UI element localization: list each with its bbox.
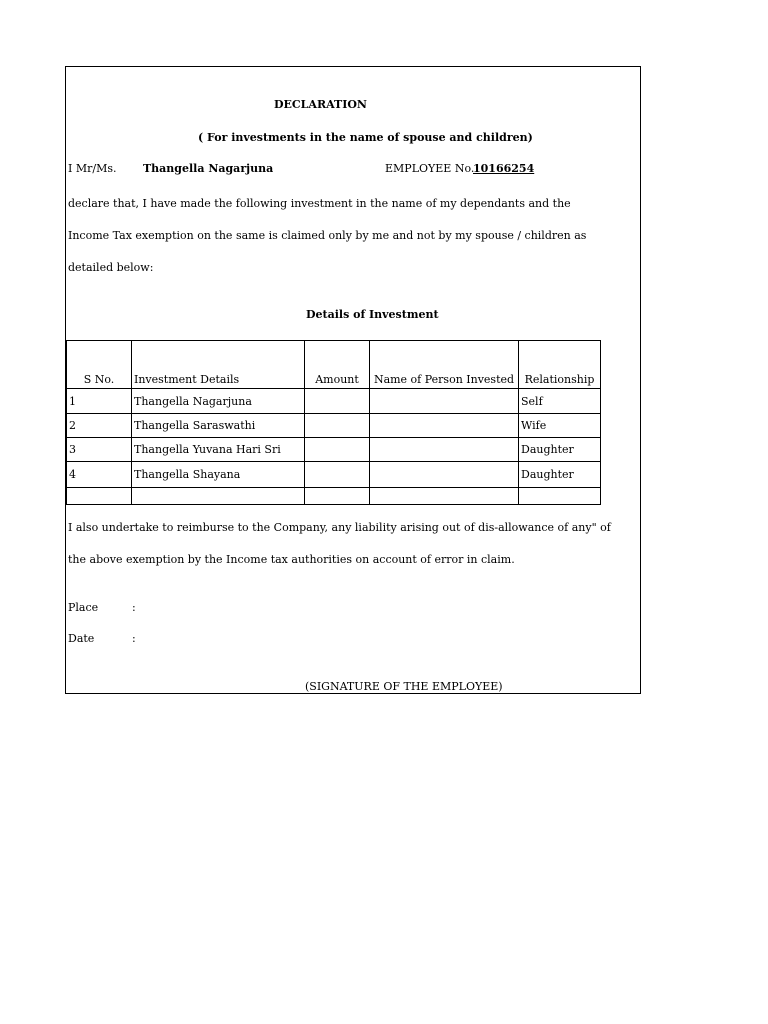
- header-sno: S No.: [67, 341, 132, 389]
- employee-number: 10166254: [473, 162, 535, 175]
- cell-sno: 4: [67, 462, 132, 488]
- header-investment-details: Investment Details: [132, 341, 305, 389]
- undertaking-line-1: I also undertake to reimburse to the Company, any liability arising out of dis-allowance of any" of: [68, 521, 611, 534]
- table-row: [67, 462, 601, 488]
- signature-label: (SIGNATURE OF THE EMPLOYEE): [305, 680, 503, 693]
- cell-person-invested: [370, 438, 519, 462]
- table-header-row: [67, 341, 601, 389]
- document-subtitle: ( For investments in the name of spouse and children): [198, 131, 533, 144]
- cell-investment-details: Thangella Nagarjuna: [132, 389, 305, 414]
- cell-investment-details: Thangella Shayana: [132, 462, 305, 488]
- cell-relationship: Daughter: [519, 438, 601, 462]
- cell-investment-details: [132, 488, 305, 505]
- cell-amount: [305, 414, 370, 438]
- table-row: [67, 414, 601, 438]
- header-amount: Amount: [305, 341, 370, 389]
- table-row: [67, 488, 601, 505]
- cell-sno: 3: [67, 438, 132, 462]
- undertaking-line-2: the above exemption by the Income tax authorities on account of error in claim.: [68, 553, 515, 566]
- cell-investment-details: Thangella Saraswathi: [132, 414, 305, 438]
- declaration-line-3: detailed below:: [68, 261, 154, 274]
- cell-person-invested: [370, 488, 519, 505]
- declaration-line-1: declare that, I have made the following investment in the name of my dependants and the: [68, 197, 571, 210]
- header-person-invested: Name of Person Invested: [370, 341, 519, 389]
- employee-number-label: EMPLOYEE No.: [385, 162, 475, 175]
- place-label: Place: [68, 601, 99, 614]
- cell-person-invested: [370, 389, 519, 414]
- investment-table: [66, 340, 601, 505]
- cell-sno: 1: [67, 389, 132, 414]
- document-title: DECLARATION: [274, 98, 367, 111]
- header-relationship: Relationship: [519, 341, 601, 389]
- cell-investment-details: Thangella Yuvana Hari Sri: [132, 438, 305, 462]
- cell-amount: [305, 462, 370, 488]
- date-label: Date: [68, 632, 95, 645]
- cell-person-invested: [370, 414, 519, 438]
- cell-sno: [67, 488, 132, 505]
- date-colon: :: [132, 632, 136, 645]
- cell-relationship: Wife: [519, 414, 601, 438]
- cell-relationship: [519, 488, 601, 505]
- table-row: [67, 389, 601, 414]
- declaration-line-2: Income Tax exemption on the same is claimed only by me and not by my spouse / children as: [68, 229, 587, 242]
- salutation-label: I Mr/Ms.: [68, 162, 117, 175]
- cell-amount: [305, 438, 370, 462]
- cell-relationship: Daughter: [519, 462, 601, 488]
- table-row: [67, 438, 601, 462]
- cell-person-invested: [370, 462, 519, 488]
- cell-amount: [305, 488, 370, 505]
- section-title: Details of Investment: [306, 308, 439, 321]
- cell-sno: 2: [67, 414, 132, 438]
- cell-relationship: Self: [519, 389, 601, 414]
- cell-amount: [305, 389, 370, 414]
- employee-name: Thangella Nagarjuna: [143, 162, 274, 175]
- place-colon: :: [132, 601, 136, 614]
